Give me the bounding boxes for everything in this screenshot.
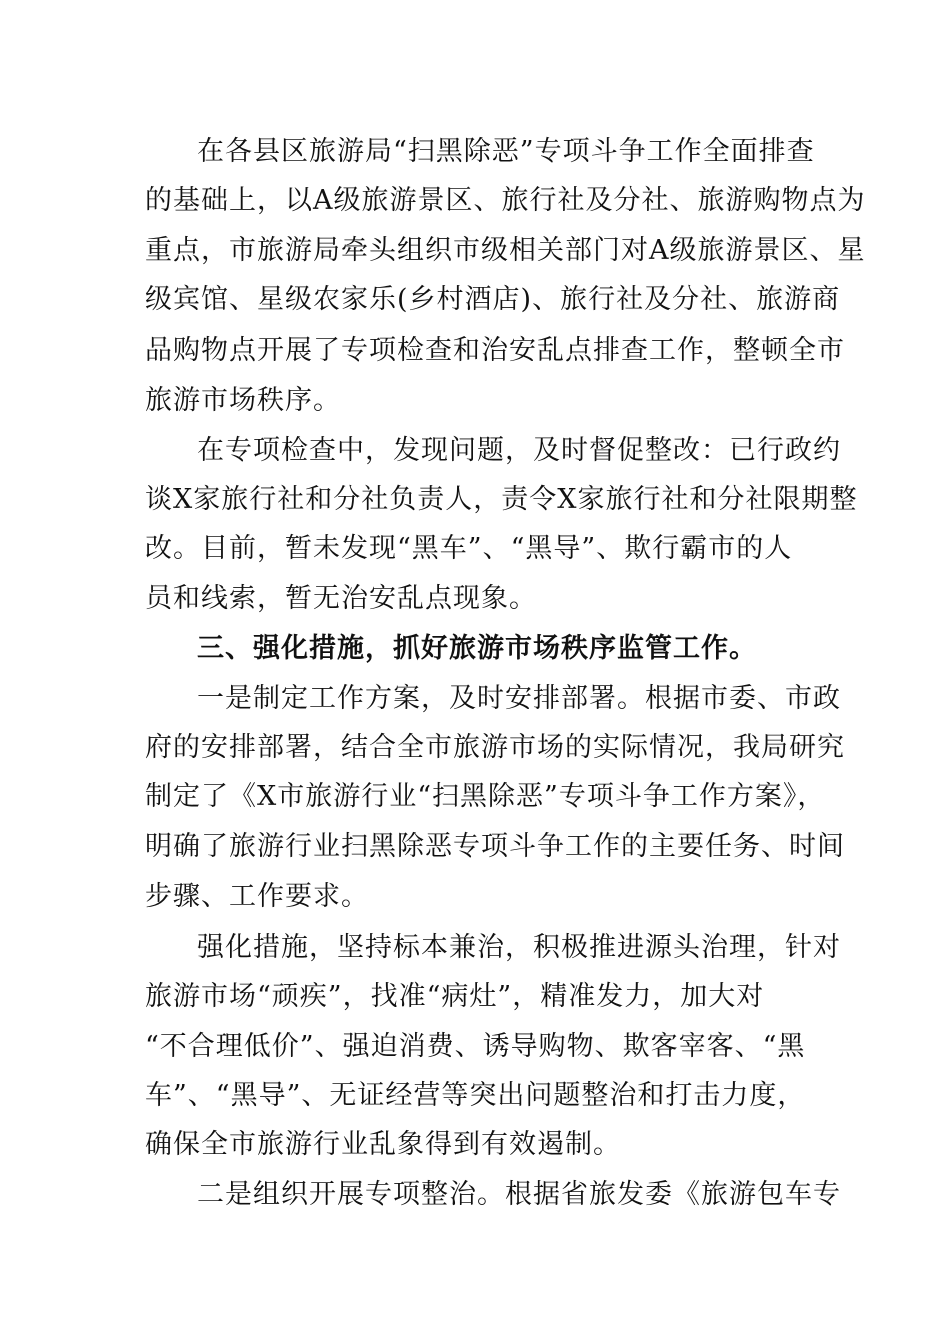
paragraph-1-line-6: 旅游市场秩序。 bbox=[145, 385, 341, 416]
paragraph-1-line-1: 在各县区旅游局“扫黑除恶”专项斗争工作全面排查 bbox=[197, 136, 815, 167]
paragraph-1-line-2: 的基础上，以A级旅游景区、旅行社及分社、旅游购物点为 bbox=[145, 185, 866, 216]
paragraph-1-line-5: 品购物点开展了专项检查和治安乱点排查工作，整顿全市 bbox=[145, 335, 845, 366]
paragraph-4-line-3: “不合理低价”、强迫消费、诱导购物、欺客宰客、“黑 bbox=[145, 1031, 806, 1062]
paragraph-5-line-1: 二是组织开展专项整治。根据省旅发委《旅游包车专 bbox=[197, 1179, 841, 1210]
paragraph-2-line-4: 员和线索，暂无治安乱点现象。 bbox=[145, 583, 537, 614]
paragraph-3-line-2: 府的安排部署，结合全市旅游市场的实际情况，我局研究 bbox=[145, 732, 845, 763]
paragraph-4-line-2: 旅游市场“顽疾”，找准“病灶”，精准发力，加大对 bbox=[145, 981, 765, 1012]
paragraph-3-line-5: 步骤、工作要求。 bbox=[145, 881, 369, 912]
paragraph-2-line-3: 改。目前，暂未发现“黑车”、“黑导”、欺行霸市的人 bbox=[145, 533, 793, 564]
paragraph-3-line-1: 一是制定工作方案，及时安排部署。根据市委、市政 bbox=[197, 683, 841, 714]
section-heading: 三、强化措施，抓好旅游市场秩序监管工作。 bbox=[197, 633, 757, 664]
paragraph-4-line-4: 车”、“黑导”、无证经营等突出问题整治和打击力度， bbox=[145, 1080, 806, 1111]
paragraph-3-line-4: 明确了旅游行业扫黑除恶专项斗争工作的主要任务、时间 bbox=[145, 831, 845, 862]
paragraph-4-line-1: 强化措施，坚持标本兼治，积极推进源头治理，针对 bbox=[197, 932, 841, 963]
paragraph-1-line-4: 级宾馆、星级农家乐(乡村酒店)、旅行社及分社、旅游商 bbox=[145, 284, 841, 315]
paragraph-2-line-1: 在专项检查中，发现问题，及时督促整改：已行政约 bbox=[197, 435, 841, 466]
paragraph-3-line-3: 制定了《X市旅游行业“扫黑除恶”专项斗争工作方案》， bbox=[145, 781, 826, 812]
paragraph-4-line-5: 确保全市旅游行业乱象得到有效遏制。 bbox=[145, 1129, 621, 1160]
paragraph-1-line-3: 重点，市旅游局牵头组织市级相关部门对A级旅游景区、星 bbox=[145, 235, 866, 266]
paragraph-2-line-2: 谈X家旅行社和分社负责人，责令X家旅行社和分社限期整 bbox=[145, 484, 858, 515]
